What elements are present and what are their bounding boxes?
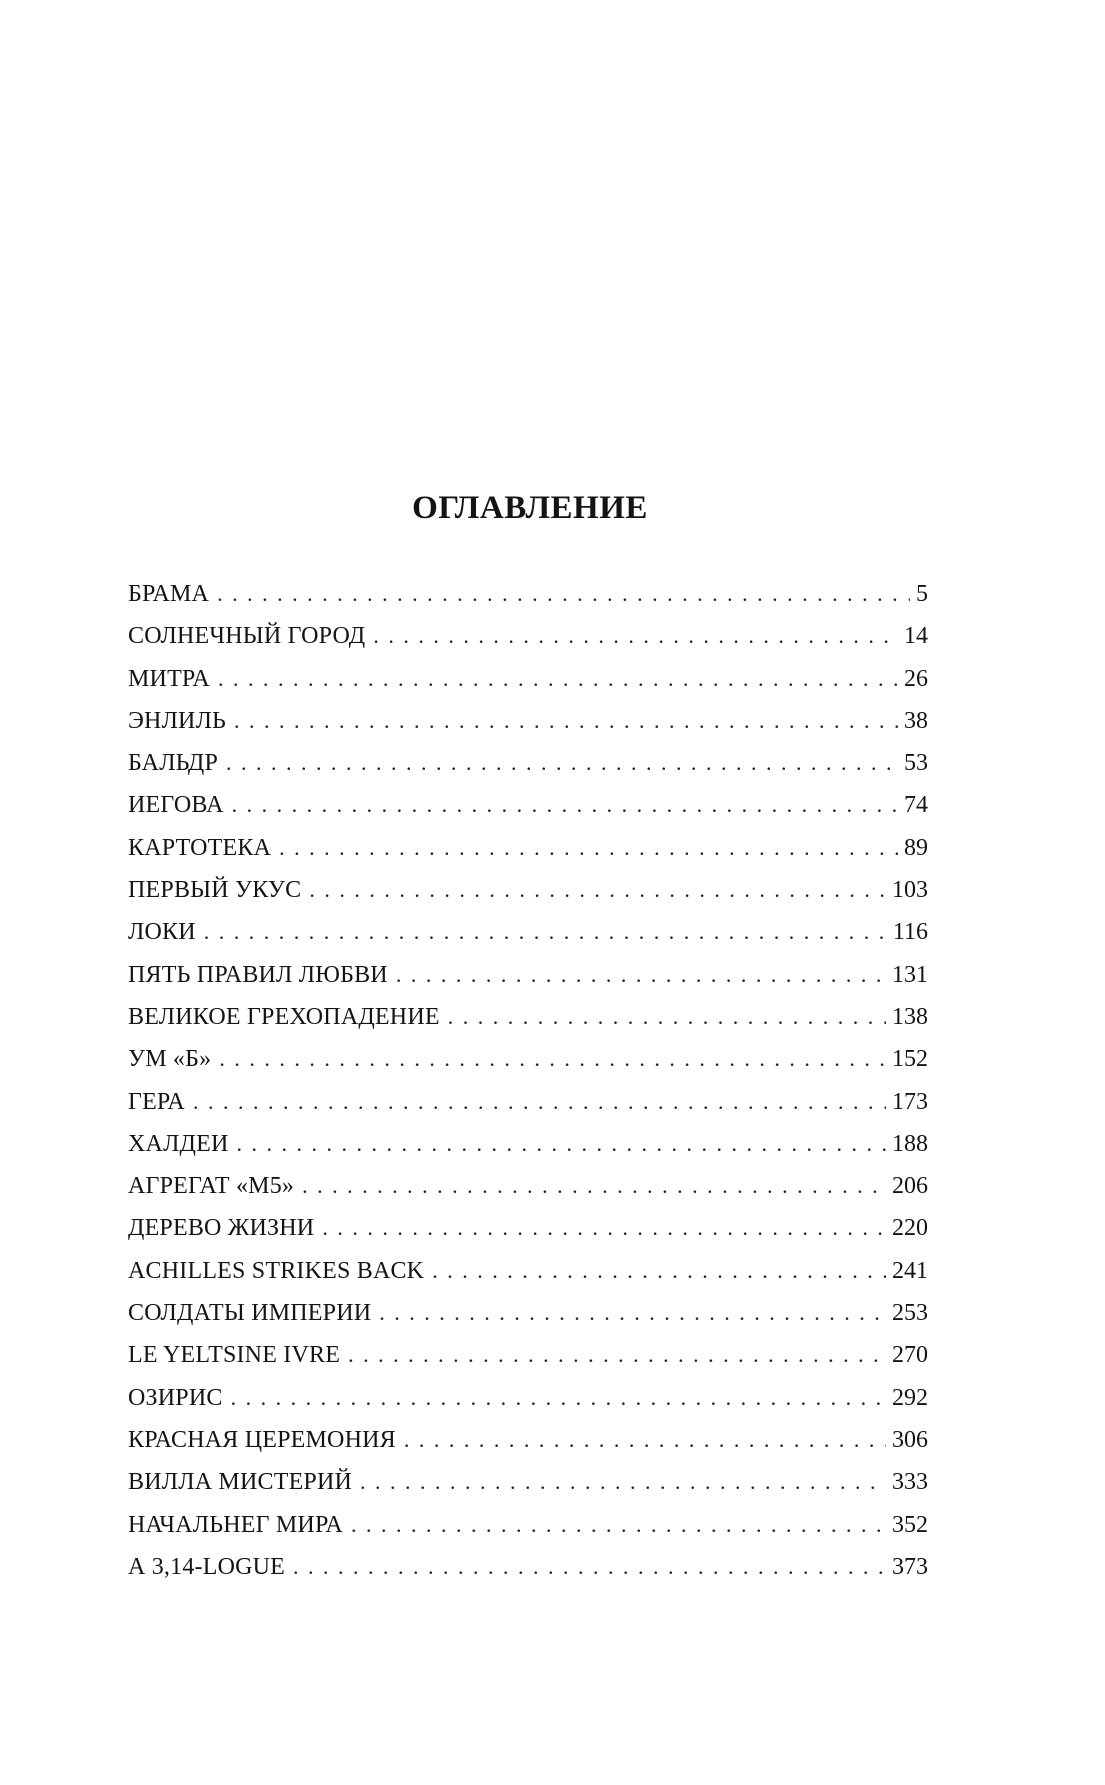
toc-page-number: 373: [892, 1553, 928, 1580]
toc-entry-title: ВИЛЛА МИСТЕРИЙ: [128, 1469, 353, 1496]
toc-entry: [128, 1165, 928, 1207]
toc-entry-title: БРАМА: [128, 581, 210, 607]
toc-entry: [128, 700, 928, 742]
dot-leader: [302, 1165, 886, 1207]
dot-leader: [219, 1038, 886, 1080]
dot-leader: [217, 573, 910, 615]
table-of-contents: [128, 573, 928, 1588]
dot-leader: [360, 1461, 886, 1503]
toc-page-number: 38: [904, 707, 928, 734]
toc-entry: [128, 1419, 928, 1461]
page-title: ОГЛАВЛЕНИЕ: [412, 490, 648, 526]
toc-entry-title: ИЕГОВА: [128, 792, 224, 819]
toc-page-number: 270: [892, 1342, 928, 1369]
toc-entry: [128, 1123, 928, 1165]
dot-leader: [348, 1334, 886, 1376]
toc-entry-title: ОЗИРИС: [128, 1384, 223, 1411]
dot-leader: [322, 1207, 886, 1249]
toc-entry-title: ДЕРЕВО ЖИЗНИ: [128, 1215, 315, 1242]
toc-entry: [128, 1504, 928, 1546]
toc-page-number: 152: [892, 1046, 928, 1073]
toc-page-number: 241: [892, 1257, 928, 1284]
toc-entry: [128, 1081, 928, 1123]
toc-entry-title: ПЕРВЫЙ УКУС: [128, 877, 302, 904]
toc-entry-title: СОЛНЕЧНЫЙ ГОРОД: [128, 623, 366, 650]
toc-page-number: 220: [892, 1215, 928, 1242]
dot-leader: [309, 869, 886, 911]
dot-leader: [432, 1250, 886, 1292]
dot-leader: [448, 996, 886, 1038]
toc-page-number: 188: [892, 1130, 928, 1157]
toc-page-number: 89: [904, 834, 928, 861]
toc-page-number: 292: [892, 1384, 928, 1411]
dot-leader: [396, 954, 886, 996]
toc-entry: [128, 1292, 928, 1334]
toc-entry-title: ЭНЛИЛЬ: [128, 707, 227, 734]
toc-page-number: 352: [892, 1511, 928, 1538]
dot-leader: [279, 827, 898, 869]
toc-page-number: 74: [904, 792, 928, 819]
dot-leader: [379, 1292, 886, 1334]
toc-page-number: 103: [892, 877, 928, 904]
toc-page-number: 116: [892, 919, 928, 946]
toc-page-number: 206: [892, 1173, 928, 1200]
toc-entry-title: АГРЕГАТ «М5»: [128, 1173, 295, 1200]
toc-entry: [128, 573, 928, 615]
toc-page-number: 173: [892, 1088, 928, 1115]
toc-entry: [128, 996, 928, 1038]
toc-entry-title: КРАСНАЯ ЦЕРЕМОНИЯ: [128, 1426, 396, 1453]
dot-leader: [237, 1123, 886, 1165]
dot-leader: [231, 1377, 886, 1419]
toc-entry: [128, 954, 928, 996]
toc-entry-title: СОЛДАТЫ ИМПЕРИИ: [128, 1300, 372, 1327]
toc-page-number: 253: [892, 1300, 928, 1327]
toc-entry-title: УМ «Б»: [128, 1046, 212, 1073]
toc-page-number: 138: [892, 1003, 928, 1030]
dot-leader: [193, 1081, 886, 1123]
dot-leader: [232, 784, 898, 826]
toc-page-number: 26: [904, 665, 928, 692]
toc-entry: [128, 658, 928, 700]
toc-entry: [128, 1546, 928, 1588]
toc-page-number: 5: [916, 581, 928, 607]
dot-leader: [373, 615, 898, 657]
toc-entry: [128, 1377, 928, 1419]
dot-leader: [226, 742, 898, 784]
toc-entry-title: МИТРА: [128, 665, 210, 692]
toc-entry: [128, 742, 928, 784]
dot-leader: [218, 658, 898, 700]
toc-entry: [128, 1461, 928, 1503]
toc-entry-title: ПЯТЬ ПРАВИЛ ЛЮБВИ: [128, 961, 388, 988]
toc-entry-title: ГЕРА: [128, 1088, 185, 1115]
toc-entry: [128, 869, 928, 911]
toc-page-number: 131: [892, 961, 928, 988]
dot-leader: [351, 1504, 886, 1546]
dot-leader: [234, 700, 898, 742]
toc-entry-title: А 3,14-LOGUE: [128, 1553, 286, 1580]
toc-page-number: 333: [892, 1469, 928, 1496]
dot-leader: [293, 1546, 886, 1588]
dot-leader: [404, 1419, 886, 1461]
toc-entry-title: КАРТОТЕКА: [128, 834, 272, 861]
toc-page-number: 306: [892, 1426, 928, 1453]
toc-entry-title: ХАЛДЕИ: [128, 1130, 229, 1157]
toc-entry: [128, 1207, 928, 1249]
toc-entry: [128, 1334, 928, 1376]
toc-entry: [128, 827, 928, 869]
toc-entry-title: БАЛЬДР: [128, 750, 219, 777]
toc-entry-title: ВЕЛИКОЕ ГРЕХОПАДЕНИЕ: [128, 1003, 440, 1030]
dot-leader: [204, 911, 887, 953]
toc-page-number: 53: [904, 750, 928, 777]
toc-entry-title: ACHILLES STRIKES BACK: [128, 1257, 425, 1284]
toc-entry: [128, 1038, 928, 1080]
toc-entry: [128, 615, 928, 657]
toc-entry-title: LE YELTSINE IVRE: [128, 1342, 341, 1369]
toc-entry: [128, 911, 928, 953]
toc-entry: [128, 1250, 928, 1292]
toc-entry-title: НАЧАЛЬНЕГ МИРА: [128, 1511, 343, 1538]
toc-entry: [128, 784, 928, 826]
toc-entry-title: ЛОКИ: [128, 919, 196, 946]
toc-page-number: 14: [904, 623, 928, 650]
